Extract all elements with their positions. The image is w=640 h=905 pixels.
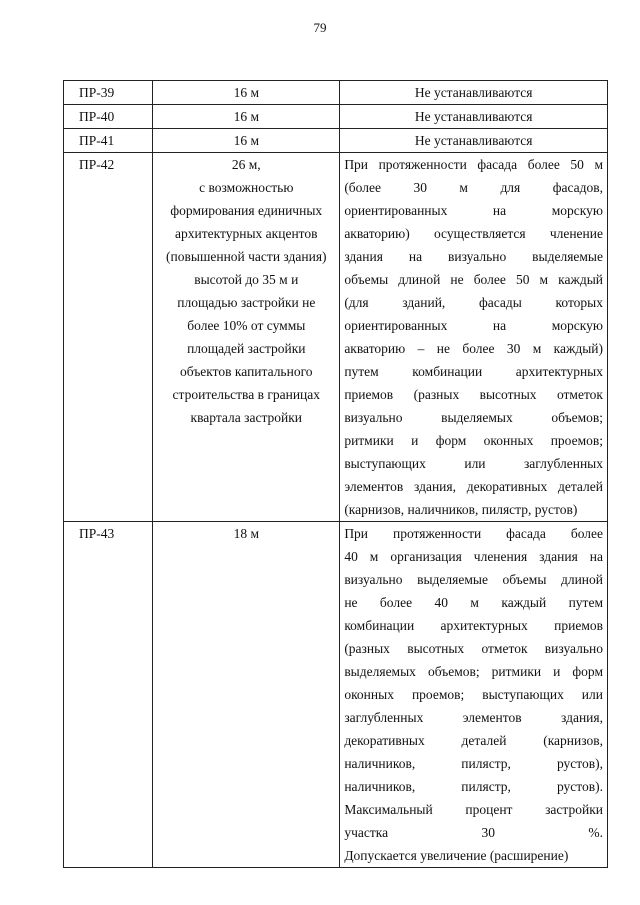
text-line: элементов здания, декоративных деталей xyxy=(344,479,603,494)
zone-code: ПР-40 xyxy=(64,105,153,129)
zone-code: ПР-39 xyxy=(64,81,153,105)
text-line: квартала застройки xyxy=(190,410,303,425)
table-row xyxy=(64,105,608,129)
text-line: формирования единичных xyxy=(170,203,323,218)
text-line: выступающих или заглубленных xyxy=(344,456,603,471)
text-line: не более 40 м каждый путем xyxy=(344,595,603,610)
text-line: более 10% от суммы xyxy=(187,318,306,333)
text-line: оконных проемов; выступающих или xyxy=(344,687,603,702)
text-line: Максимальный процент застройки xyxy=(344,802,603,817)
text-line: заглубленных элементов здания, xyxy=(344,710,603,725)
text-line: с возможностью xyxy=(199,180,294,195)
text-line: приемов (разных высотных отметок xyxy=(344,387,603,402)
max-height: 16 м xyxy=(153,81,340,105)
text-line: комбинации архитектурных приемов xyxy=(344,618,603,633)
zone-code: ПР-41 xyxy=(64,129,153,153)
text-line: 40 м организация членения здания на xyxy=(344,549,603,564)
text-line: площадью застройки не xyxy=(177,295,316,310)
table-row xyxy=(64,129,608,153)
text-line: архитектурных акцентов xyxy=(175,226,318,241)
zone-code: ПР-42 xyxy=(64,153,153,522)
text-line: здания на визуально выделяемые xyxy=(344,249,603,264)
text-line: ориентированных на морскую xyxy=(344,318,603,333)
requirement-note: Не устанавливаются xyxy=(340,105,608,129)
text-line: 26 м, xyxy=(231,157,261,172)
text-line: объемы длиной не более 50 м каждый xyxy=(344,272,603,287)
text-line: визуально выделяемых объемов; xyxy=(344,410,603,425)
table-row xyxy=(64,522,608,868)
text-line: выделяемых объемов; ритмики и форм xyxy=(344,664,603,679)
text-line: (более 30 м для фасадов, xyxy=(344,180,603,195)
max-height: 18 м xyxy=(153,522,340,868)
regulations-table xyxy=(63,80,608,868)
max-height xyxy=(153,153,340,522)
text-line: ритмики и форм оконных проемов; xyxy=(344,433,603,448)
text-line: строительства в границах xyxy=(172,387,321,402)
text-line: участка 30 %. xyxy=(344,825,603,840)
table-row xyxy=(64,153,608,522)
table-row xyxy=(64,81,608,105)
page-number: 79 xyxy=(313,20,327,35)
text-line: высотой до 35 м и xyxy=(194,272,299,287)
text-line: (разных высотных отметок визуально xyxy=(344,641,603,656)
text-line: декоративных деталей (карнизов, xyxy=(344,733,603,748)
text-line: площадей застройки xyxy=(187,341,306,356)
text-line: При протяженности фасада более 50 м xyxy=(344,157,603,172)
text-line: акваторию) осуществляется членение xyxy=(344,226,603,241)
text-line: Допускается увеличение (расширение) xyxy=(344,848,569,863)
text-line: объектов капитального xyxy=(180,364,313,379)
zone-code: ПР-43 xyxy=(64,522,153,868)
text-line: ориентированных на морскую xyxy=(344,203,603,218)
requirement-note: Не устанавливаются xyxy=(340,129,608,153)
text-line: (карнизов, наличников, пилястр, рустов) xyxy=(344,502,578,517)
text-line: При протяженности фасада более xyxy=(344,526,603,541)
text-line: акваторию – не более 30 м каждый) xyxy=(344,341,603,356)
requirement-note xyxy=(340,153,608,522)
requirement-note xyxy=(340,522,608,868)
text-line: путем комбинации архитектурных xyxy=(344,364,603,379)
text-line: наличников, пилястр, рустов), xyxy=(344,756,603,771)
requirement-note: Не устанавливаются xyxy=(340,81,608,105)
text-line: (для зданий, фасады которых xyxy=(344,295,603,310)
max-height: 16 м xyxy=(153,129,340,153)
text-line: наличников, пилястр, рустов). xyxy=(344,779,603,794)
text-line: визуально выделяемые объемы длиной xyxy=(344,572,603,587)
max-height: 16 м xyxy=(153,105,340,129)
text-line: (повышенной части здания) xyxy=(166,249,327,264)
